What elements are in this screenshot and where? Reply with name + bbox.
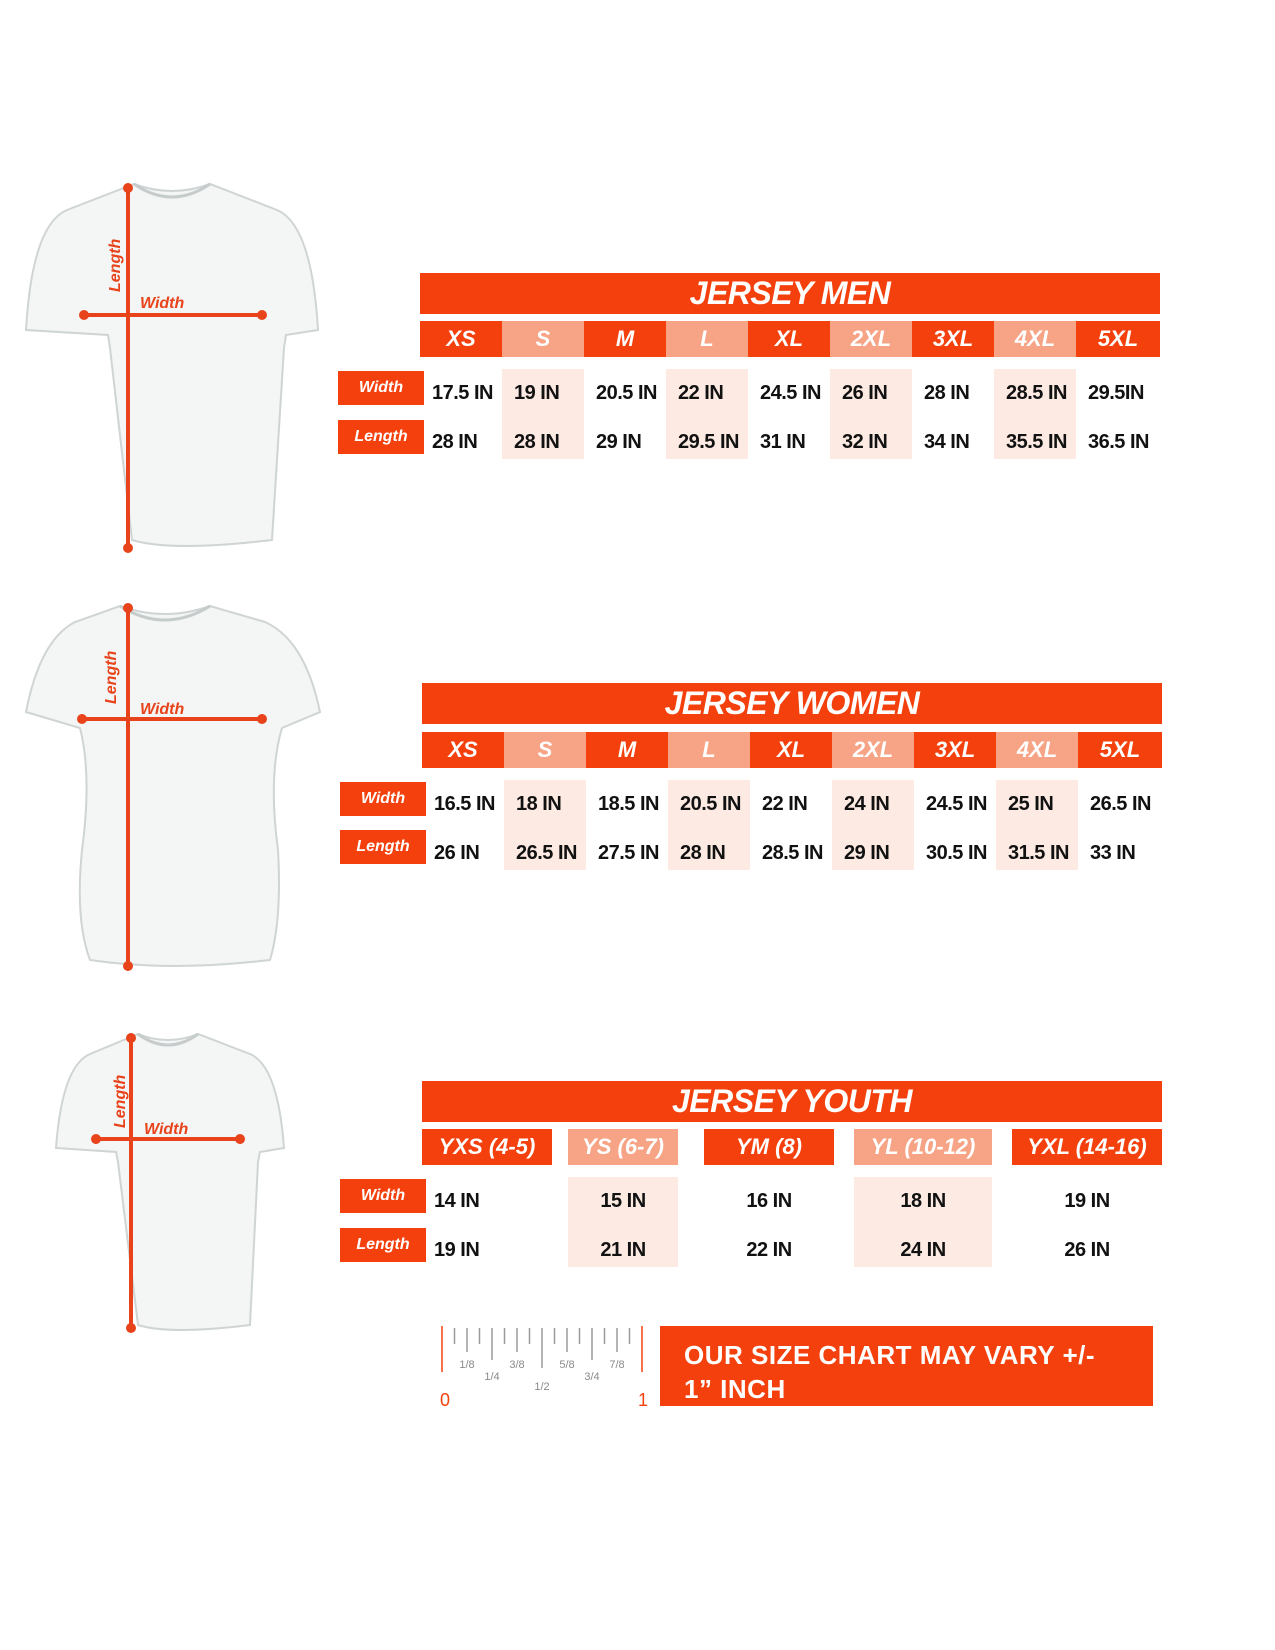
ruler-end-label: 1 [638,1390,649,1410]
youth-length-cell: 21 IN [600,1239,646,1261]
ruler-mark-label: 7/8 [609,1359,625,1371]
women-width-cell: 25 IN [1008,793,1054,815]
youth-col-m [704,1177,834,1275]
women-shirt-illustration [20,600,330,975]
youth-col-s [568,1177,678,1267]
women-width-cell: 16.5 IN [434,793,495,815]
men-shirt-illustration [22,180,322,560]
youth-title: JERSEY YOUTH [422,1081,1162,1122]
men-size-xl: XL [748,321,830,357]
youth-length-cell: 19 IN [434,1239,480,1261]
women-size-xs: XS [422,732,504,768]
size-variance-notice [660,1326,1153,1438]
men-length-cell: 28 IN [514,431,560,453]
youth-length-cell: 22 IN [746,1239,792,1261]
inch-ruler-icon [430,1322,650,1414]
youth-size-label: YM (8) [704,1129,834,1165]
women-measurements-grid [422,780,1162,870]
youth-col-xl [1012,1177,1162,1275]
women-width-cell: 24 IN [844,793,890,815]
youth-length-cell: 24 IN [900,1239,946,1261]
men-figure-width-label: Width [140,295,185,312]
youth-size-s [568,1129,678,1165]
men-size-3xl: 3XL [912,321,994,357]
women-figure-width-label: Width [140,701,185,718]
youth-size-l [854,1129,992,1165]
youth-col-xs [422,1177,552,1275]
men-length-cell: 31 IN [760,431,806,453]
youth-size-label: YS (6-7) [568,1129,678,1165]
youth-col-l [854,1177,992,1267]
women-width-cell: 26.5 IN [1090,793,1151,815]
men-size-2xl: 2XL [830,321,912,357]
youth-width-cell: 16 IN [746,1190,792,1212]
women-row-label-width: Width [340,782,426,816]
ruler-mark-label: 1/2 [534,1381,550,1393]
men-width-cell: 19 IN [514,382,560,404]
ruler-mark-label: 1/4 [484,1371,500,1383]
men-width-cell: 26 IN [842,382,888,404]
women-length-cell: 28.5 IN [762,842,823,864]
youth-row-label-length: Length [340,1228,426,1262]
youth-shirt-illustration [50,1030,290,1340]
women-size-header-row [422,732,1162,768]
youth-size-xl [1012,1129,1162,1165]
women-size-s: S [504,732,586,768]
women-length-cell: 26 IN [434,842,480,864]
youth-width-cell: 14 IN [434,1190,480,1212]
men-width-cell: 24.5 IN [760,382,821,404]
ruler-mark-label: 1/8 [459,1359,475,1371]
youth-length-cell: 26 IN [1064,1239,1110,1261]
men-length-cell: 29 IN [596,431,642,453]
women-width-cell: 22 IN [762,793,808,815]
men-width-cell: 17.5 IN [432,382,493,404]
men-size-s: S [502,321,584,357]
women-length-cell: 33 IN [1090,842,1136,864]
women-size-l: L [668,732,750,768]
notice-line-1: OUR SIZE CHART MAY VARY +/- 1” INCH [684,1340,1096,1404]
women-width-cell: 18 IN [516,793,562,815]
men-size-xs: XS [420,321,502,357]
youth-figure-width-label: Width [144,1121,189,1138]
youth-width-cell: 15 IN [600,1190,646,1212]
women-size-xl: XL [750,732,832,768]
notice-line-2: FROM THE PHYSICAL GARMENT. [684,1408,1114,1438]
youth-size-xs [422,1129,552,1165]
men-measurements-grid [420,369,1160,459]
ruler-start-label: 0 [440,1390,451,1410]
men-width-cell: 28 IN [924,382,970,404]
women-width-cell: 24.5 IN [926,793,987,815]
men-length-cell: 32 IN [842,431,888,453]
men-size-4xl: 4XL [994,321,1076,357]
youth-width-cell: 18 IN [900,1190,946,1212]
women-width-cell: 20.5 IN [680,793,741,815]
youth-size-label: YL (10-12) [854,1129,992,1165]
men-width-cell: 20.5 IN [596,382,657,404]
men-figure-length-label: Length [107,238,124,292]
men-row-label-width: Width [338,371,424,405]
women-figure-length-label: Length [103,650,120,704]
men-length-cell: 28 IN [432,431,478,453]
men-size-l: L [666,321,748,357]
women-size-3xl: 3XL [914,732,996,768]
youth-size-m [704,1129,834,1165]
women-length-cell: 28 IN [680,842,726,864]
women-title: JERSEY WOMEN [422,683,1162,724]
youth-size-label: YXL (14-16) [1012,1129,1162,1165]
women-width-cell: 18.5 IN [598,793,659,815]
women-size-5xl: 5XL [1078,732,1162,768]
women-length-cell: 27.5 IN [598,842,659,864]
men-length-cell: 36.5 IN [1088,431,1149,453]
youth-figure-length-label: Length [112,1074,129,1128]
men-size-m: M [584,321,666,357]
ruler-mark-label: 5/8 [559,1359,575,1371]
women-size-2xl: 2XL [832,732,914,768]
men-size-header-row [420,321,1160,357]
youth-width-cell: 19 IN [1064,1190,1110,1212]
women-length-cell: 26.5 IN [516,842,577,864]
women-size-m: M [586,732,668,768]
women-length-cell: 30.5 IN [926,842,987,864]
men-length-cell: 29.5 IN [678,431,739,453]
men-row-label-length: Length [338,420,424,454]
men-width-cell: 29.5IN [1088,382,1144,404]
men-width-cell: 22 IN [678,382,724,404]
women-size-4xl: 4XL [996,732,1078,768]
ruler-mark-label: 3/8 [509,1359,525,1371]
women-row-label-length: Length [340,830,426,864]
youth-row-label-width: Width [340,1179,426,1213]
men-size-5xl: 5XL [1076,321,1160,357]
men-title: JERSEY MEN [420,273,1160,314]
women-length-cell: 31.5 IN [1008,842,1069,864]
youth-size-label: YXS (4-5) [422,1129,552,1165]
men-length-cell: 34 IN [924,431,970,453]
men-length-cell: 35.5 IN [1006,431,1067,453]
women-length-cell: 29 IN [844,842,890,864]
ruler-mark-label: 3/4 [584,1371,600,1383]
men-width-cell: 28.5 IN [1006,382,1067,404]
